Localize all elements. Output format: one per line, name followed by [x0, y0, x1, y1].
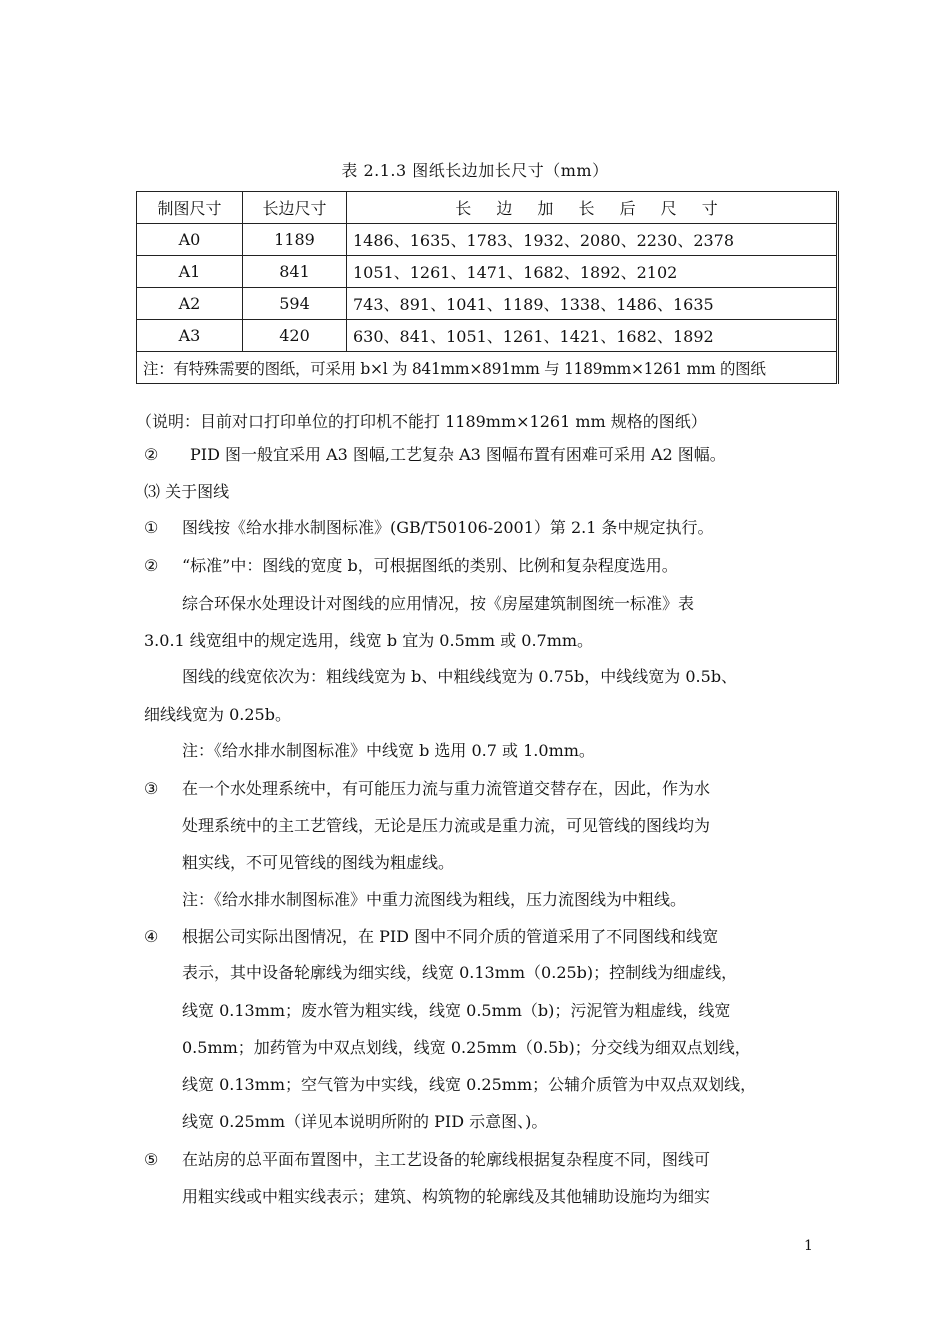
paper-size-table — [136, 191, 839, 384]
paragraph-line: 处理系统中的主工艺管线，无论是压力流或是重力流，可见管线的图线均为 — [182, 816, 711, 835]
item-marker: ④ — [144, 927, 159, 946]
paragraph-line: 图线的线宽依次为：粗线线宽为 b、中粗线线宽为 0.75b，中线线宽为 0.5b、 — [182, 667, 738, 686]
section-heading-lines: ⑶ 关于图线 — [144, 482, 230, 501]
line-rule-item-4: 根据公司实际出图情况，在 PID 图中不同介质的管道采用了不同图线和线宽 — [182, 927, 719, 946]
table-note: 注：有特殊需要的图纸，可采用 b×l 为 841mm×891mm 与 1189mm×1261 mm 的图纸 — [137, 352, 838, 384]
pid-paper-size-item: PID 图一般宜采用 A3 图幅,工艺复杂 A3 图幅布置有困难可采用 A2 图幅。 — [190, 445, 726, 464]
note-line: 注：《给水排水制图标准》中线宽 b 选用 0.7 或 1.0mm。 — [182, 741, 595, 760]
cell-extended: 1051、1261、1471、1682、1892、2102 — [347, 256, 838, 288]
table-note-row — [137, 352, 838, 384]
cell-long-side: 420 — [243, 320, 347, 352]
paragraph-line: 线宽 0.13mm；空气管为中实线，线宽 0.25mm；公辅介质管为中双点双划线， — [182, 1075, 757, 1094]
line-rule-item-3: 在一个水处理系统中，有可能压力流与重力流管道交替存在，因此，作为水 — [182, 779, 711, 798]
line-rule-item-2: “标准”中：图线的宽度 b，可根据图纸的类别、比例和复杂程度选用。 — [182, 556, 678, 575]
cell-long-side: 1189 — [243, 224, 347, 256]
cell-size: A2 — [137, 288, 243, 320]
cell-extended: 630、841、1051、1261、1421、1682、1892 — [347, 320, 838, 352]
printer-explanation: （说明：目前对口打印单位的打印机不能打 1189mm×1261 mm 规格的图纸） — [136, 412, 707, 431]
paragraph-line: 综合环保水处理设计对图线的应用情况，按《房屋建筑制图统一标准》表 — [182, 594, 695, 613]
cell-size: A3 — [137, 320, 243, 352]
paragraph-line: 线宽 0.25mm（详见本说明所附的 PID 示意图、)。 — [182, 1112, 548, 1131]
paragraph-line: 细线线宽为 0.25b。 — [144, 705, 291, 724]
paragraph-line: 表示，其中设备轮廓线为细实线，线宽 0.13mm（0.25b)；控制线为细虚线， — [182, 963, 738, 982]
line-rule-item-1: 图线按《给水排水制图标准》(GB/T50106-2001）第 2.1 条中规定执行。 — [182, 518, 714, 537]
table-row — [137, 320, 838, 352]
item-marker: ① — [144, 518, 159, 537]
paragraph-line: 3.0.1 线宽组中的规定选用，线宽 b 宜为 0.5mm 或 0.7mm。 — [144, 631, 594, 650]
item-marker: ② — [144, 445, 159, 464]
table-row — [137, 288, 838, 320]
paragraph-line: 用粗实线或中粗实线表示；建筑、构筑物的轮廓线及其他辅助设施均为细实 — [182, 1187, 711, 1206]
item-marker: ③ — [144, 779, 159, 798]
item-marker: ② — [144, 556, 159, 575]
header-extended-sizes: 长 边 加 长 后 尺 寸 — [347, 192, 838, 224]
cell-size: A0 — [137, 224, 243, 256]
table-row — [137, 256, 838, 288]
paragraph-line: 粗实线，不可见管线的图线为粗虚线。 — [182, 853, 455, 872]
header-long-side: 长边尺寸 — [243, 192, 347, 224]
cell-extended: 743、891、1041、1189、1338、1486、1635 — [347, 288, 838, 320]
cell-size: A1 — [137, 256, 243, 288]
paragraph-line: 线宽 0.13mm；废水管为粗实线，线宽 0.5mm（b)；污泥管为粗虚线，线宽 — [182, 1001, 731, 1020]
paragraph-line: 0.5mm；加药管为中双点划线，线宽 0.25mm（0.5b)；分交线为细双点划线， — [182, 1038, 751, 1057]
note-line: 注：《给水排水制图标准》中重力流图线为粗线，压力流图线为中粗线。 — [182, 890, 687, 909]
line-rule-item-5: 在站房的总平面布置图中，主工艺设备的轮廓线根据复杂程度不同，图线可 — [182, 1150, 711, 1169]
table-row — [137, 224, 838, 256]
cell-long-side: 594 — [243, 288, 347, 320]
item-marker: ⑤ — [144, 1150, 159, 1169]
cell-extended: 1486、1635、1783、1932、2080、2230、2378 — [347, 224, 838, 256]
cell-long-side: 841 — [243, 256, 347, 288]
table-header-row — [137, 192, 838, 224]
page-number: 1 — [804, 1238, 813, 1254]
table-caption: 表 2.1.3 图纸长边加长尺寸（mm） — [341, 161, 609, 180]
header-drawing-size: 制图尺寸 — [137, 192, 243, 224]
